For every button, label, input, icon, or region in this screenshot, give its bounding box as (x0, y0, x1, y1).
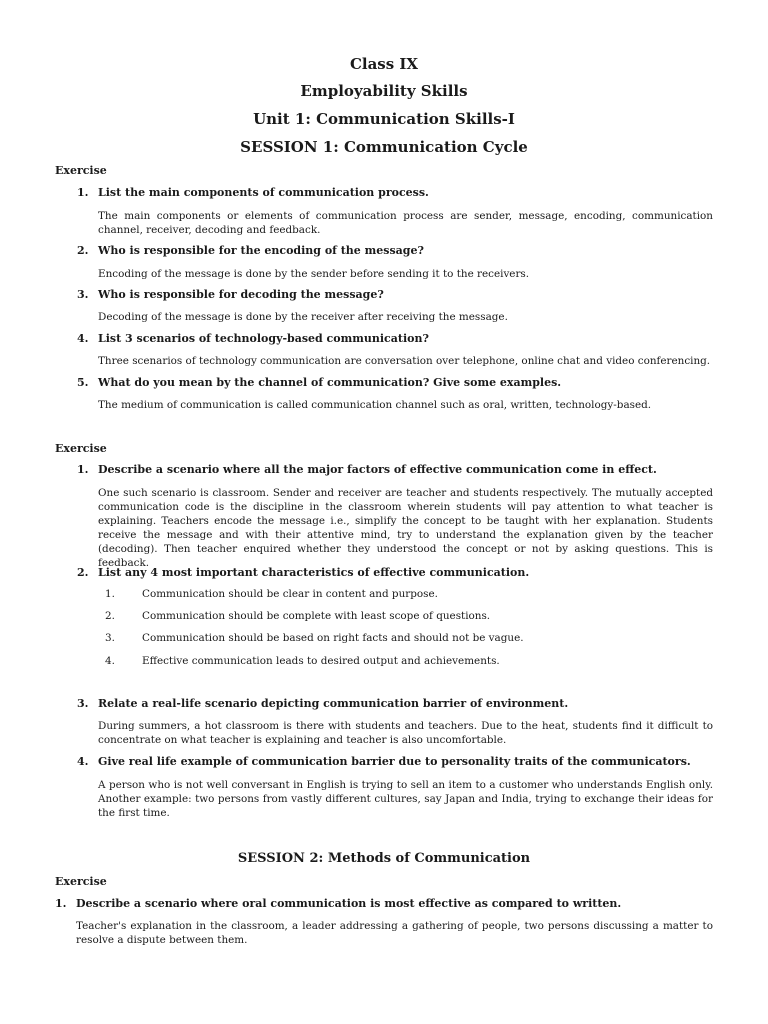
question-number: 1. (55, 897, 67, 910)
list-item-number: 1. (105, 588, 115, 600)
list-item-number: 3. (105, 632, 115, 644)
question-text: Describe a scenario where all the major factors of effective communication come in effect. (98, 463, 657, 476)
list-item-number: 4. (105, 655, 115, 667)
question-number: 4. (77, 755, 89, 768)
section-2-heading: Exercise (55, 442, 107, 455)
answer-text: The medium of communication is called communication channel such as oral, written, technology-based. (98, 399, 652, 411)
list-item-text: Communication should be based on right facts and should not be vague. (142, 632, 524, 644)
question-text: Who is responsible for the encoding of the message? (98, 244, 424, 257)
title-session-2: SESSION 2: Methods of Communication (237, 851, 531, 866)
answer-text: Decoding of the message is done by the receiver after receiving the message. (98, 311, 508, 323)
list-item-text: Effective communication leads to desired output and achievements. (142, 655, 500, 667)
question-number: 2. (77, 566, 89, 579)
question-text: List 3 scenarios of technology-based communication? (98, 332, 429, 345)
title-class: Class IX (349, 55, 419, 73)
answer-text: During summers, a hot classroom is there with students and teachers. Due to the heat, students find it difficult to concentrate on what teacher is explaining and teacher is also uncomfortable. (98, 720, 713, 746)
question-number: 3. (77, 697, 89, 710)
title-unit: Unit 1: Communication Skills-I (253, 110, 515, 128)
question-text: Describe a scenario where oral communication is most effective as compared to written. (76, 897, 622, 910)
question-text: Give real life example of communication barrier due to personality traits of the communicators. (98, 755, 691, 768)
list-item-text: Communication should be clear in content and purpose. (142, 588, 438, 600)
question-text: Who is responsible for decoding the message? (98, 288, 384, 301)
question-number: 1. (77, 186, 89, 199)
question-number: 1. (77, 463, 89, 476)
answer-text: The main components or elements of communication process are sender, message, encoding, communication channel, receiver, decoding and feedback. (98, 210, 713, 236)
question-number: 2. (77, 244, 89, 257)
question-number: 5. (77, 376, 89, 389)
answer-text: Three scenarios of technology communication are conversation over telephone, online chat and video conferencing. (98, 355, 711, 367)
question-text: What do you mean by the channel of communication? Give some examples. (98, 376, 562, 389)
question-text: List any 4 most important characteristics of effective communication. (98, 566, 530, 579)
list-item-text: Communication should be complete with least scope of questions. (142, 610, 491, 622)
answer-text: Encoding of the message is done by the sender before sending it to the receivers. (98, 268, 530, 280)
question-text: Relate a real-life scenario depicting communication barrier of environment. (98, 697, 569, 710)
section-1-heading: Exercise (55, 164, 107, 177)
title-subject: Employability Skills (300, 82, 468, 100)
session-2-heading: Exercise (55, 875, 107, 888)
answer-text: A person who is not well conversant in English is trying to sell an item to a customer who understands English only. Another example: two persons from vastly different cultures, say Japan and India, trying to exchange their ideas for the first time. (98, 779, 713, 819)
list-item-number: 2. (105, 610, 115, 622)
question-text: List the main components of communication process. (98, 186, 429, 199)
question-number: 3. (77, 288, 89, 301)
question-number: 4. (77, 332, 89, 345)
answer-text: Teacher's explanation in the classroom, a leader addressing a gathering of people, two persons discussing a matter to resolve a dispute between them. (76, 920, 713, 946)
title-session-1: SESSION 1: Communication Cycle (240, 138, 528, 156)
answer-text: One such scenario is classroom. Sender and receiver are teacher and students respectively. The mutually accepted communication code is the discipline in the classroom wherein students will pay attention to what teacher is explaining. Teachers encode the message i.e., simplify the concept to be taught with her explanation. Students receive the message and with their attentive mind, try to understand the explanation given by the teacher (decoding). Then teacher enquired whether they understood the concept or not by asking questions. This is feedback. (98, 487, 713, 569)
